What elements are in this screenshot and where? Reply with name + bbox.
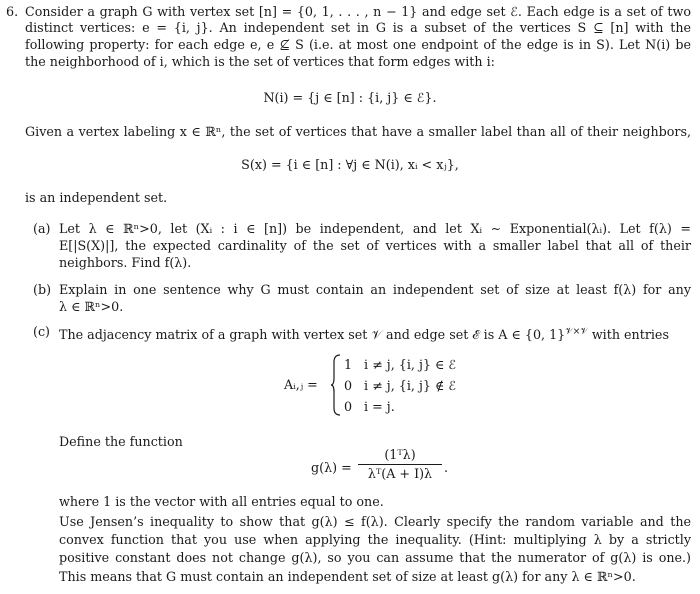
part-b-label: (b) <box>33 282 52 297</box>
independent-line: is an independent set. <box>25 190 168 205</box>
case-row-1-cond: i ≠ j, {i, j} ∈ ℰ <box>364 357 457 372</box>
part-c-line-1-end: with entries <box>587 327 669 343</box>
fraction-bar <box>358 464 442 465</box>
intro-line-2: distinct vertices: e = {i, j}. An independent set in G is a subset of the vertices S ⊆ [n] with the <box>25 20 691 35</box>
g-denominator: λᵀ(A + I)λ <box>367 466 433 481</box>
g-numerator: (1ᵀλ) <box>384 447 416 462</box>
g-lhs: g(λ) = <box>311 460 352 475</box>
problem-number: 6. <box>6 4 19 19</box>
g-end: . <box>444 460 449 475</box>
after-line-3: convex function that you use when applying the inequality. (Hint: multiplying λ by a strictly <box>59 532 691 547</box>
part-a-line-1: Let λ ∈ ℝⁿ>0, let (Xᵢ : i ∈ [n]) be independent, and let Xᵢ ∼ Exponential(λᵢ). Let f(λ) = <box>59 221 691 236</box>
after-line-2: Use Jensen’s inequality to show that g(λ) ≤ f(λ). Clearly specify the random variable and the <box>59 514 691 529</box>
cases-brace <box>330 354 340 416</box>
matrix-lhs: Aᵢ,ⱼ = <box>284 377 318 392</box>
intro-line-4: the neighborhood of i, which is the set of vertices that form edges with i: <box>25 54 495 69</box>
define-line: Define the function <box>59 434 183 449</box>
part-a-label: (a) <box>33 221 51 236</box>
part-c-label: (c) <box>33 324 51 339</box>
case-row-3-value: 0 <box>344 399 353 414</box>
g-fraction <box>358 448 442 481</box>
part-b-line-1: Explain in one sentence why G must contain an independent set of size at least f(λ) for any <box>59 282 691 297</box>
case-row-3-cond: i = j. <box>364 399 395 414</box>
part-a-line-2: E[|S(X)|], the expected cardinality of the set of vertices with a smaller label that all of their <box>59 238 691 253</box>
cases-brace-shape <box>330 354 342 416</box>
equation-neighborhood: N(i) = {j ∈ [n] : {i, j} ∈ ℰ}. <box>263 90 437 105</box>
part-b-line-2: λ ∈ ℝⁿ>0. <box>59 299 124 314</box>
intro-line-1: Consider a graph G with vertex set [n] = {0, 1, . . . , n − 1} and edge set ℰ. Each edge is a set of two <box>25 4 691 19</box>
part-c-line-1 <box>59 324 669 343</box>
part-c-line-1-text: The adjacency matrix of a graph with vertex set 𝒱 and edge set ℰ is A ∈ {0, 1} <box>59 327 566 343</box>
after-line-5: This means that G must contain an independent set of size at least g(λ) for any λ ∈ ℝⁿ>0. <box>59 569 636 584</box>
labeling-line: Given a vertex labeling x ∈ ℝⁿ, the set of vertices that have a smaller label than all of their neighbors, <box>25 124 691 139</box>
after-line-4: positive constant does not change g(λ), so you can assume that the numerator of g(λ) is one.) <box>59 550 691 565</box>
after-line-1: where 1 is the vector with all entries equal to one. <box>59 494 384 509</box>
intro-line-3: following property: for each edge e, e ⊈ S (i.e. at most one endpoint of the edge is in S). Let N(i) be <box>25 37 691 52</box>
case-row-1-value: 1 <box>344 357 353 372</box>
part-a-line-3: neighbors. Find f(λ). <box>59 255 192 270</box>
part-c-line-1-sup: 𝒱×𝒱 <box>565 327 588 337</box>
case-row-2-value: 0 <box>344 378 353 393</box>
case-row-2-cond: i ≠ j, {i, j} ∉ ℰ <box>364 378 457 393</box>
equation-set: S(x) = {i ∈ [n] : ∀j ∈ N(i), xᵢ < xⱼ}, <box>241 157 459 172</box>
